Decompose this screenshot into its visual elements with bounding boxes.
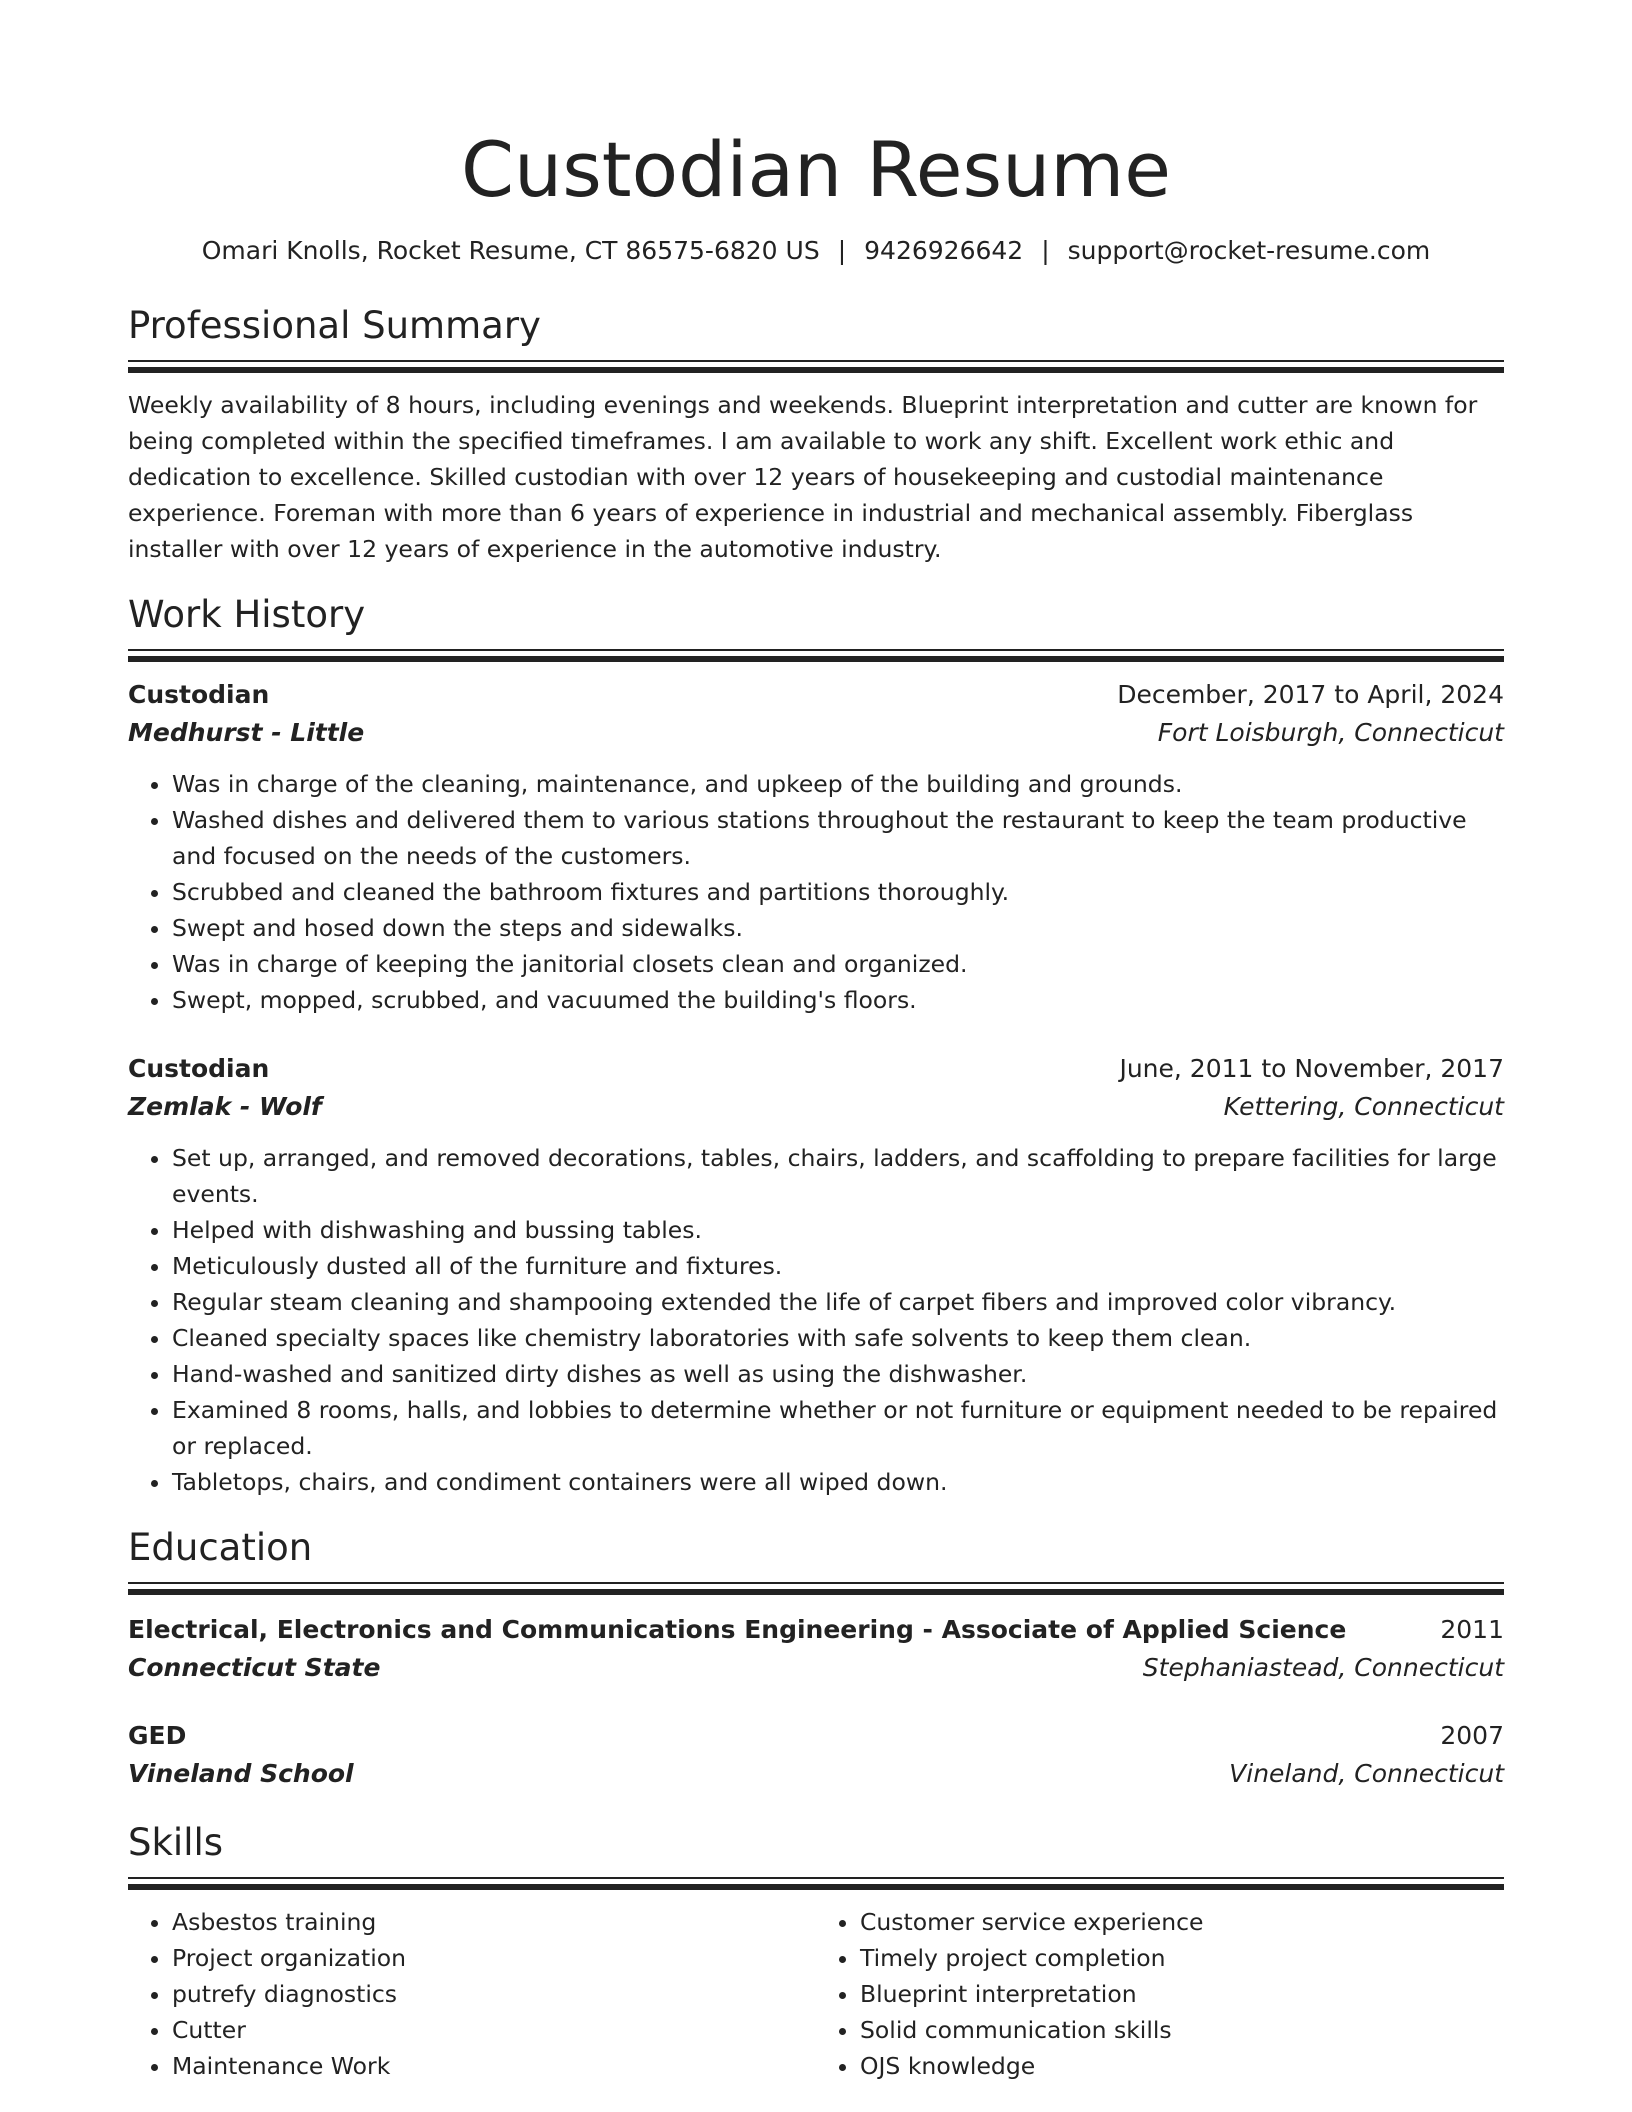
education-section	[128, 1524, 1504, 1793]
contact-phone: 9426926642	[864, 236, 1024, 265]
section-heading: Professional Summary	[128, 304, 541, 347]
job-location: Fort Loisburgh, Connecticut	[1157, 718, 1504, 747]
degree-name: GED	[128, 1721, 187, 1750]
job-role: Custodian	[128, 1054, 270, 1083]
job-bullets	[128, 766, 1504, 1018]
contact-address: Omari Knolls, Rocket Resume, CT 86575-6820 US	[201, 236, 820, 265]
section-divider	[128, 1877, 1504, 1890]
education-year: 2007	[1440, 1721, 1504, 1750]
list-item: • Maintenance Work	[172, 2048, 816, 2084]
job-company: Zemlak - Wolf	[128, 1092, 322, 1121]
list-item: • Swept and hosed down the steps and sidewalks.	[172, 910, 1504, 946]
job-role: Custodian	[128, 680, 270, 709]
contact-separator: |	[1041, 236, 1050, 265]
section-heading: Education	[128, 1526, 313, 1569]
section-divider	[128, 1582, 1504, 1595]
resume-page	[128, 0, 1504, 2084]
degree-name: Electrical, Electronics and Communications Engineering - Associate of Applied Science	[128, 1615, 1347, 1644]
contact-email[interactable]: support@rocket-resume.com	[1067, 236, 1431, 265]
list-item: • Regular steam cleaning and shampooing extended the life of carpet fibers and improved color vibrancy.	[172, 1284, 1504, 1320]
list-item: • Meticulously dusted all of the furniture and fixtures.	[172, 1248, 1504, 1284]
skills-list-right	[816, 1904, 1504, 2084]
job-location: Kettering, Connecticut	[1223, 1092, 1504, 1121]
skills-columns	[128, 1904, 1504, 2084]
list-item: • Helped with dishwashing and bussing tables.	[172, 1212, 1504, 1248]
education-entry	[128, 1611, 1504, 1687]
list-item: • Solid communication skills	[860, 2012, 1504, 2048]
education-year: 2011	[1440, 1615, 1504, 1644]
list-item: • Washed dishes and delivered them to various stations throughout the restaurant to keep the team productive and focused on the needs of the customers.	[172, 802, 1504, 874]
list-item: • Timely project completion	[860, 1940, 1504, 1976]
resume-title: Custodian Resume	[460, 125, 1172, 214]
school-name: Connecticut State	[128, 1653, 381, 1682]
list-item: • Scrubbed and cleaned the bathroom fixtures and partitions thoroughly.	[172, 874, 1504, 910]
list-item: • Tabletops, chairs, and condiment containers were all wiped down.	[172, 1464, 1504, 1500]
job-dates: December, 2017 to April, 2024	[1117, 680, 1504, 709]
school-location: Vineland, Connecticut	[1229, 1759, 1504, 1788]
list-item: • OJS knowledge	[860, 2048, 1504, 2084]
list-item: • Cutter	[172, 2012, 816, 2048]
job-entry	[128, 676, 1504, 1018]
list-item: • Customer service experience	[860, 1904, 1504, 1940]
school-location: Stephaniastead, Connecticut	[1142, 1653, 1504, 1682]
skills-list-left	[128, 1904, 816, 2084]
contact-separator: |	[837, 236, 847, 265]
list-item: • Asbestos training	[172, 1904, 816, 1940]
list-item: • Cleaned specialty spaces like chemistry laboratories with safe solvents to keep them clean.	[172, 1320, 1504, 1356]
section-heading: Work History	[128, 593, 366, 636]
work-section	[128, 591, 1504, 1500]
list-item: • Examined 8 rooms, halls, and lobbies to determine whether or not furniture or equipment needed to be repaired or replaced.	[172, 1392, 1504, 1464]
list-item: • putrefy diagnostics	[172, 1976, 816, 2012]
section-divider	[128, 360, 1504, 373]
section-divider	[128, 649, 1504, 662]
skills-section	[128, 1819, 1504, 2084]
job-company: Medhurst - Little	[128, 718, 365, 747]
job-entry	[128, 1050, 1504, 1500]
summary-text: Weekly availability of 8 hours, including evenings and weekends. Blueprint interpretation and cutter are known for being completed within the specified timeframes. I am available to work any shift. Excellent work ethic and dedication to excellence. Skilled custodian with over 12 years of housekeeping and custodial maintenance experience. Foreman with more than 6 years of experience in industrial and mechanical assembly. Fiberglass installer with over 12 years of experience in the automotive industry.	[128, 391, 1478, 563]
list-item: • Swept, mopped, scrubbed, and vacuumed the building's floors.	[172, 982, 1504, 1018]
list-item: • Hand-washed and sanitized dirty dishes as well as using the dishwasher.	[172, 1356, 1504, 1392]
list-item: • Project organization	[172, 1940, 816, 1976]
contact-line	[128, 234, 1504, 268]
list-item: • Set up, arranged, and removed decorations, tables, chairs, ladders, and scaffolding to prepare facilities for large events.	[172, 1140, 1504, 1212]
education-entry	[128, 1717, 1504, 1793]
summary-section	[128, 302, 1504, 567]
job-dates: June, 2011 to November, 2017	[1119, 1054, 1504, 1083]
job-bullets	[128, 1140, 1504, 1500]
school-name: Vineland School	[128, 1759, 354, 1788]
section-heading: Skills	[128, 1821, 224, 1864]
list-item: • Blueprint interpretation	[860, 1976, 1504, 2012]
list-item: • Was in charge of the cleaning, maintenance, and upkeep of the building and grounds.	[172, 766, 1504, 802]
list-item: • Was in charge of keeping the janitorial closets clean and organized.	[172, 946, 1504, 982]
